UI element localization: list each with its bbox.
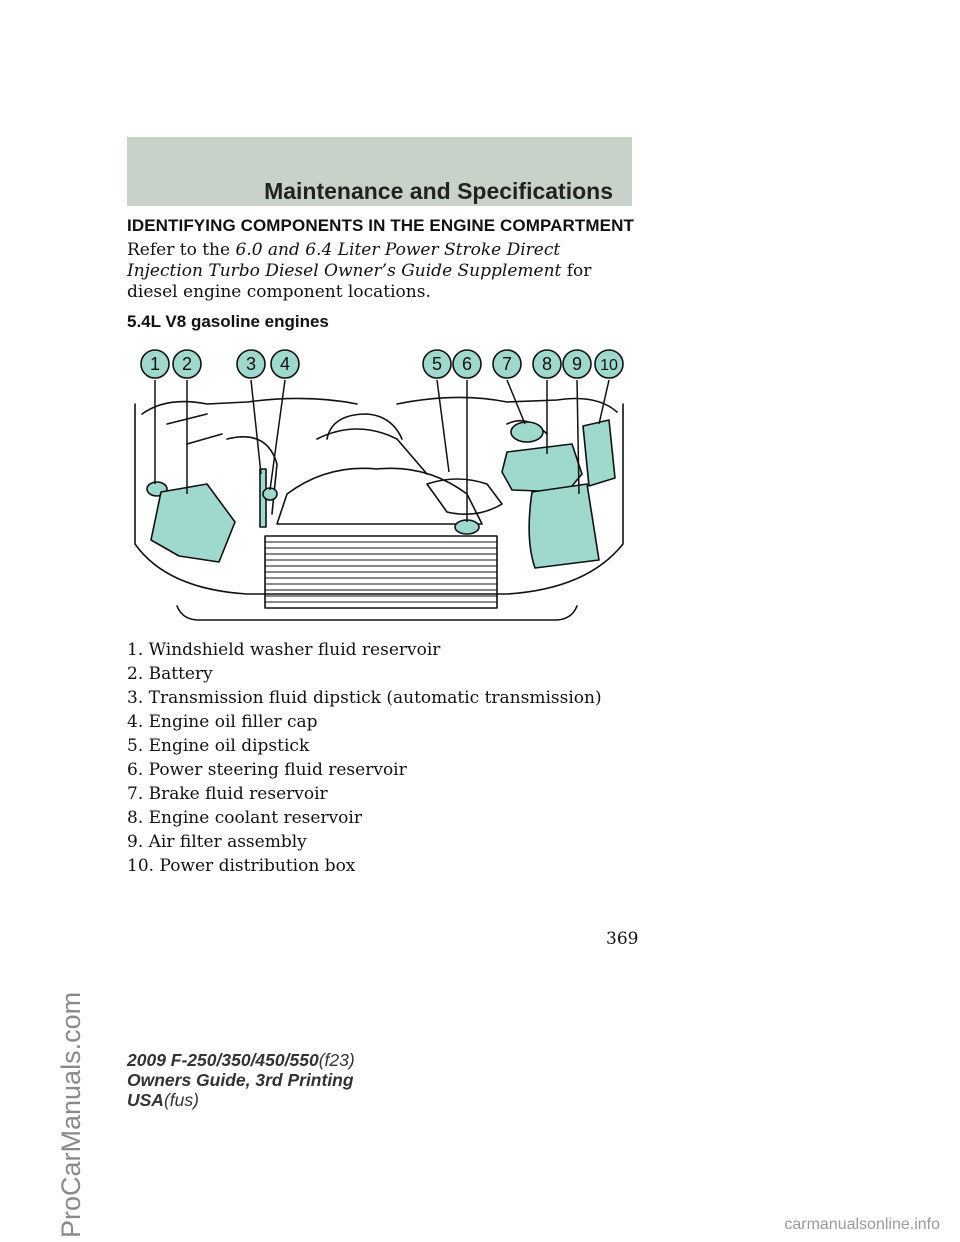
power-distribution-box-shape xyxy=(583,420,615,486)
callout-label-3: 3 xyxy=(245,354,257,374)
leader-line-3 xyxy=(251,380,261,474)
leader-line-4 xyxy=(270,380,285,490)
page-header-title: Maintenance and Specifications xyxy=(264,178,613,204)
intro-suffix: for diesel engine component locations. xyxy=(127,261,592,302)
callout-label-10: 10 xyxy=(600,357,618,374)
intro-paragraph xyxy=(127,240,627,303)
section-heading: IDENTIFYING COMPONENTS IN THE ENGINE COMPARTMENT xyxy=(127,216,634,235)
watermark-left: ProCarManuals.com xyxy=(56,991,86,1238)
callout-label-9: 9 xyxy=(571,354,583,374)
intro-prefix: Refer to the xyxy=(127,240,236,260)
power-steering-reservoir-shape xyxy=(455,520,479,534)
engine-compartment-diagram xyxy=(127,344,627,626)
watermark-bottom: carmanualsonline.info xyxy=(784,1216,940,1233)
brake-reservoir-shape xyxy=(511,422,543,442)
component-legend xyxy=(127,638,602,878)
intake-tube xyxy=(427,479,502,514)
footer-imprint xyxy=(127,1050,355,1110)
callout-label-8: 8 xyxy=(541,354,553,374)
callout-label-6: 6 xyxy=(461,354,473,374)
legend-item: 1. Windshield washer fluid reservoir xyxy=(127,640,441,660)
legend-item: 7. Brake fluid reservoir xyxy=(127,784,328,804)
air-filter-shape xyxy=(529,484,599,568)
legend-item: 6. Power steering fluid reservoir xyxy=(127,760,407,780)
footer-market-code: (fus) xyxy=(163,1090,199,1110)
legend-item: 2. Battery xyxy=(127,664,213,684)
coolant-reservoir-shape xyxy=(502,444,582,492)
page-number: 369 xyxy=(606,929,639,949)
footer-guide: Owners Guide, 3rd Printing xyxy=(127,1070,354,1090)
engine-block xyxy=(277,468,482,524)
leader-line-5 xyxy=(437,380,449,472)
callout-label-4: 4 xyxy=(279,354,291,374)
callout-label-7: 7 xyxy=(501,354,513,374)
callout-label-1: 1 xyxy=(149,354,161,374)
legend-item: 8. Engine coolant reservoir xyxy=(127,808,362,828)
callout-label-5: 5 xyxy=(431,354,443,374)
engine-subheading: 5.4L V8 gasoline engines xyxy=(127,312,329,331)
legend-item: 3. Transmission fluid dipstick (automatic transmission) xyxy=(127,688,602,708)
footer-model-code: (f23) xyxy=(318,1050,355,1070)
battery-shape xyxy=(151,484,235,562)
intro-guide-reference: 6.0 and 6.4 Liter Power Stroke Direct Injection Turbo Diesel Owner’s Guide Supplement xyxy=(127,240,562,281)
legend-item: 10. Power distribution box xyxy=(127,856,356,876)
legend-item: 5. Engine oil dipstick xyxy=(127,736,310,756)
footer-market: USA xyxy=(127,1090,164,1110)
legend-item: 4. Engine oil filler cap xyxy=(127,712,318,732)
callout-label-2: 2 xyxy=(181,354,193,374)
footer-model: 2009 F-250/350/450/550 xyxy=(127,1050,319,1070)
legend-item: 9. Air filter assembly xyxy=(127,832,307,852)
